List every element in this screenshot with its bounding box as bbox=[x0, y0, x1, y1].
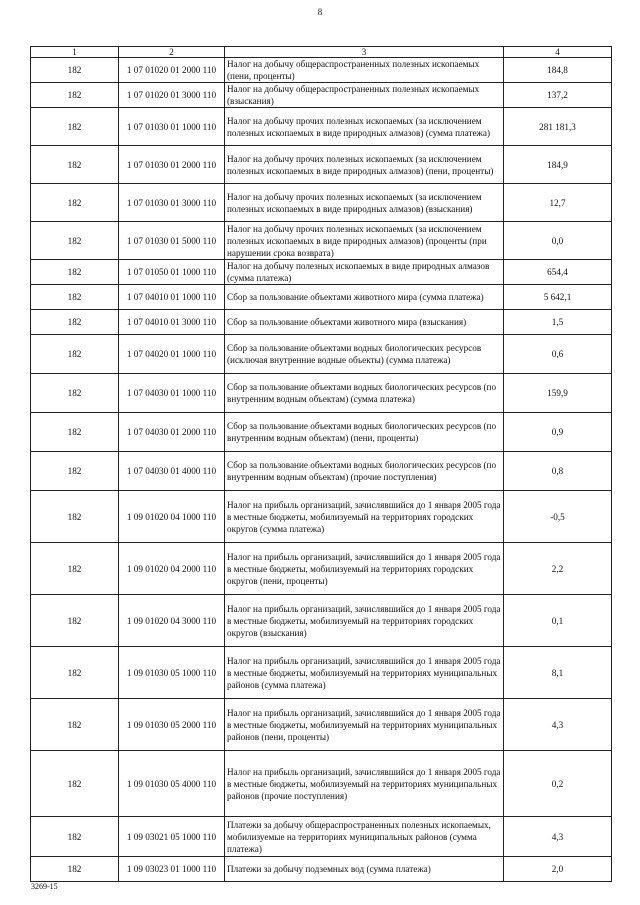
column-header: 4 bbox=[504, 47, 612, 58]
amount-cell: 0,2 bbox=[504, 751, 612, 817]
table-row bbox=[31, 413, 612, 452]
agency-code-cell: 182 bbox=[31, 310, 119, 335]
agency-code-cell: 182 bbox=[31, 374, 119, 413]
table-row bbox=[31, 699, 612, 751]
revenue-table bbox=[30, 46, 612, 882]
amount-cell: 159,9 bbox=[504, 374, 612, 413]
table-row bbox=[31, 595, 612, 647]
revenue-name-cell: Налог на добычу общераспространенных полезных ископаемых (пени, проценты) bbox=[225, 58, 504, 83]
revenue-code-cell: 1 09 03023 01 1000 110 bbox=[119, 857, 225, 882]
table-row bbox=[31, 491, 612, 543]
table-row bbox=[31, 374, 612, 413]
revenue-code-cell: 1 09 01030 05 1000 110 bbox=[119, 647, 225, 699]
amount-cell: 5 642,1 bbox=[504, 285, 612, 310]
agency-code-cell: 182 bbox=[31, 146, 119, 184]
table-row bbox=[31, 751, 612, 817]
revenue-name-cell: Сбор за пользование объектами водных биологических ресурсов (по внутренним водным объектам) (прочие поступления) bbox=[225, 452, 504, 491]
amount-cell: 184,9 bbox=[504, 146, 612, 184]
revenue-code-cell: 1 07 01020 01 3000 110 bbox=[119, 83, 225, 108]
revenue-name-cell: Налог на добычу полезных ископаемых в виде природных алмазов (сумма платежа) bbox=[225, 260, 504, 285]
table-row bbox=[31, 452, 612, 491]
revenue-name-cell: Налог на прибыль организаций, зачислявшийся до 1 января 2005 года в местные бюджеты, мобилизуемый на территориях городских округов (пени, проценты) bbox=[225, 543, 504, 595]
amount-cell: 0,6 bbox=[504, 335, 612, 374]
table-row bbox=[31, 285, 612, 310]
revenue-code-cell: 1 07 04030 01 1000 110 bbox=[119, 374, 225, 413]
revenue-code-cell: 1 07 01020 01 2000 110 bbox=[119, 58, 225, 83]
revenue-code-cell: 1 07 04010 01 3000 110 bbox=[119, 310, 225, 335]
column-header: 2 bbox=[119, 47, 225, 58]
table-row bbox=[31, 335, 612, 374]
revenue-code-cell: 1 07 01050 01 1000 110 bbox=[119, 260, 225, 285]
agency-code-cell: 182 bbox=[31, 543, 119, 595]
revenue-code-cell: 1 09 01020 04 1000 110 bbox=[119, 491, 225, 543]
agency-code-cell: 182 bbox=[31, 285, 119, 310]
revenue-name-cell: Сбор за пользование объектами водных биологических ресурсов (исключая внутренние водные объекты) (сумма платежа) bbox=[225, 335, 504, 374]
agency-code-cell: 182 bbox=[31, 857, 119, 882]
revenue-name-cell: Налог на добычу прочих полезных ископаемых (за исключением полезных ископаемых в виде природных алмазов) (сумма платежа) bbox=[225, 108, 504, 146]
amount-cell: 2,2 bbox=[504, 543, 612, 595]
agency-code-cell: 182 bbox=[31, 452, 119, 491]
revenue-code-cell: 1 09 01020 04 3000 110 bbox=[119, 595, 225, 647]
table-row bbox=[31, 83, 612, 108]
agency-code-cell: 182 bbox=[31, 817, 119, 857]
revenue-code-cell: 1 07 01030 01 3000 110 bbox=[119, 184, 225, 222]
column-header: 1 bbox=[31, 47, 119, 58]
amount-cell: 0,1 bbox=[504, 595, 612, 647]
revenue-code-cell: 1 07 04010 01 1000 110 bbox=[119, 285, 225, 310]
amount-cell: 4,3 bbox=[504, 817, 612, 857]
table-row bbox=[31, 260, 612, 285]
amount-cell: 184,8 bbox=[504, 58, 612, 83]
revenue-name-cell: Платежи за добычу подземных вод (сумма платежа) bbox=[225, 857, 504, 882]
amount-cell: 0,8 bbox=[504, 452, 612, 491]
amount-cell: 281 181,3 bbox=[504, 108, 612, 146]
page-number: 8 bbox=[317, 7, 323, 17]
agency-code-cell: 182 bbox=[31, 491, 119, 543]
agency-code-cell: 182 bbox=[31, 108, 119, 146]
table-header-row bbox=[31, 47, 612, 58]
revenue-name-cell: Налог на прибыль организаций, зачислявшийся до 1 января 2005 года в местные бюджеты, мобилизуемый на территориях городских округов (сумма платежа) bbox=[225, 491, 504, 543]
agency-code-cell: 182 bbox=[31, 222, 119, 260]
table-row bbox=[31, 817, 612, 857]
revenue-code-cell: 1 09 01030 05 4000 110 bbox=[119, 751, 225, 817]
amount-cell: 0,0 bbox=[504, 222, 612, 260]
revenue-code-cell: 1 07 01030 01 1000 110 bbox=[119, 108, 225, 146]
document-code: 3269-15 bbox=[31, 882, 58, 891]
amount-cell: 137,2 bbox=[504, 83, 612, 108]
table-row bbox=[31, 857, 612, 882]
revenue-code-cell: 1 07 04030 01 2000 110 bbox=[119, 413, 225, 452]
revenue-name-cell: Налог на добычу прочих полезных ископаемых (за исключением полезных ископаемых в виде природных алмазов) (взыскания) bbox=[225, 184, 504, 222]
amount-cell: 12,7 bbox=[504, 184, 612, 222]
column-header: 3 bbox=[225, 47, 504, 58]
revenue-name-cell: Налог на прибыль организаций, зачислявшийся до 1 января 2005 года в местные бюджеты, мобилизуемый на территориях городских округов (взыскания) bbox=[225, 595, 504, 647]
amount-cell: 2,0 bbox=[504, 857, 612, 882]
table-row bbox=[31, 222, 612, 260]
agency-code-cell: 182 bbox=[31, 260, 119, 285]
table-row bbox=[31, 184, 612, 222]
agency-code-cell: 182 bbox=[31, 595, 119, 647]
revenue-name-cell: Налог на прибыль организаций, зачислявшийся до 1 января 2005 года в местные бюджеты, мобилизуемый на территориях муниципальных районов (пени, проценты) bbox=[225, 699, 504, 751]
agency-code-cell: 182 bbox=[31, 335, 119, 374]
amount-cell: 4,3 bbox=[504, 699, 612, 751]
table-row bbox=[31, 310, 612, 335]
revenue-name-cell: Сбор за пользование объектами водных биологических ресурсов (по внутренним водным объектам) (сумма платежа) bbox=[225, 374, 504, 413]
revenue-name-cell: Платежи за добычу общераспространенных полезных ископаемых, мобилизуемые на территориях муниципальных районов (сумма платежа) bbox=[225, 817, 504, 857]
agency-code-cell: 182 bbox=[31, 184, 119, 222]
revenue-name-cell: Налог на добычу прочих полезных ископаемых (за исключением полезных ископаемых в виде природных алмазов) (пени, проценты) bbox=[225, 146, 504, 184]
table-row bbox=[31, 108, 612, 146]
agency-code-cell: 182 bbox=[31, 699, 119, 751]
table-row bbox=[31, 146, 612, 184]
revenue-name-cell: Сбор за пользование объектами животного мира (взыскания) bbox=[225, 310, 504, 335]
revenue-name-cell: Налог на добычу общераспространенных полезных ископаемых (взыскания) bbox=[225, 83, 504, 108]
revenue-code-cell: 1 07 01030 01 5000 110 bbox=[119, 222, 225, 260]
revenue-name-cell: Налог на добычу прочих полезных ископаемых (за исключением полезных ископаемых в виде природных алмазов) (проценты (при нарушении срока возврата) bbox=[225, 222, 504, 260]
agency-code-cell: 182 bbox=[31, 83, 119, 108]
revenue-code-cell: 1 09 01020 04 2000 110 bbox=[119, 543, 225, 595]
amount-cell: 0,9 bbox=[504, 413, 612, 452]
amount-cell: 8,1 bbox=[504, 647, 612, 699]
amount-cell: -0,5 bbox=[504, 491, 612, 543]
revenue-name-cell: Сбор за пользование объектами водных биологических ресурсов (по внутренним водным объектам) (пени, проценты) bbox=[225, 413, 504, 452]
revenue-code-cell: 1 09 01030 05 2000 110 bbox=[119, 699, 225, 751]
revenue-name-cell: Налог на прибыль организаций, зачислявшийся до 1 января 2005 года в местные бюджеты, мобилизуемый на территориях муниципальных районов (прочие поступления) bbox=[225, 751, 504, 817]
agency-code-cell: 182 bbox=[31, 647, 119, 699]
revenue-code-cell: 1 07 01030 01 2000 110 bbox=[119, 146, 225, 184]
agency-code-cell: 182 bbox=[31, 413, 119, 452]
revenue-code-cell: 1 07 04030 01 4000 110 bbox=[119, 452, 225, 491]
agency-code-cell: 182 bbox=[31, 751, 119, 817]
table-row bbox=[31, 543, 612, 595]
revenue-code-cell: 1 07 04020 01 1000 110 bbox=[119, 335, 225, 374]
revenue-code-cell: 1 09 03021 05 1000 110 bbox=[119, 817, 225, 857]
agency-code-cell: 182 bbox=[31, 58, 119, 83]
revenue-name-cell: Сбор за пользование объектами животного мира (сумма платежа) bbox=[225, 285, 504, 310]
amount-cell: 1,5 bbox=[504, 310, 612, 335]
revenue-name-cell: Налог на прибыль организаций, зачислявшийся до 1 января 2005 года в местные бюджеты, мобилизуемый на территориях муниципальных районов (сумма платежа) bbox=[225, 647, 504, 699]
amount-cell: 654,4 bbox=[504, 260, 612, 285]
table-row bbox=[31, 58, 612, 83]
table-row bbox=[31, 647, 612, 699]
